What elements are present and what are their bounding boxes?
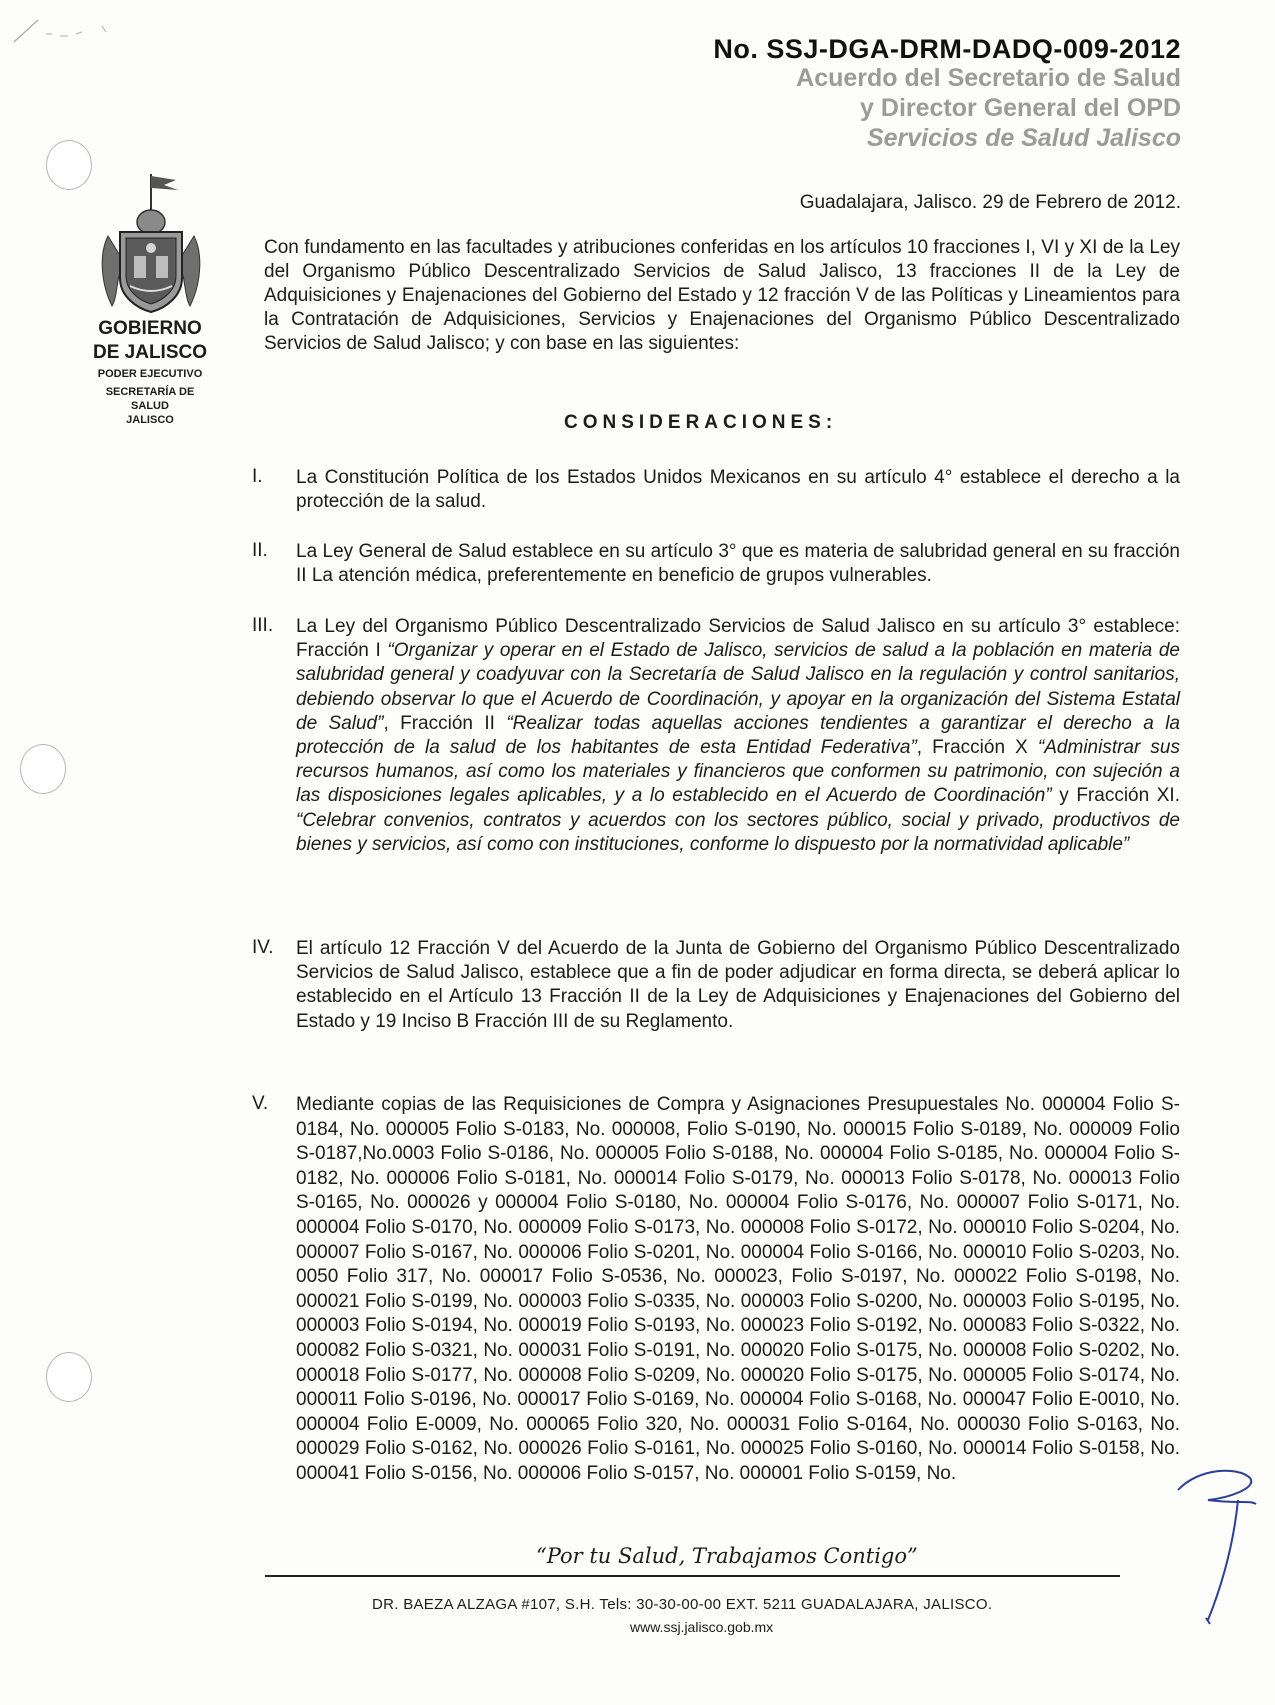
binder-hole-top [46,140,92,190]
item-number: II. [252,540,268,561]
item-text: La Ley General de Salud establece en su artículo 3° que es materia de salubridad general en su fracción II La atención médica, preferentemente en beneficio de grupos vulnerables. [296,541,1180,587]
document-number: No. SSJ-DGA-DRM-DADQ-009-2012 [713,34,1181,64]
item-text: La Constitución Política de los Estados Unidos Mexicanos en su artículo 4° establece el derecho a la protección de la salud. [296,467,1180,513]
item-text-part: y Fracción XI. [1051,785,1180,807]
item-number: III. [252,615,274,636]
consideration-item-2 [252,540,1180,590]
header-title-line2: y Director General del OPD [860,94,1181,122]
item-number: V. [252,1093,269,1114]
logo-text-jalisco: JALISCO [126,414,174,426]
item-text: Mediante copias de las Requisiciones de Compra y Asignaciones Presupuestales No. 000004 Folio S-0184, No. 000005 Folio S-0183, No. 000008, Folio S-0190, No. 000015 Folio S-0189, No. 000009 Folio S-0187,No.0003 Folio S-0186, No. 000005 Folio S-0188, No. 000004 Folio S-0185, No. 000004 Folio S-0182, No. 000006 Folio S-0181, No. 000014 Folio S-0179, No. 000013 Folio S-0178, No. 000013 Folio S-0165, No. 000026 y 000004 Folio S-0180, No. 000004 Folio S-0176, No. 000007 Folio S-0171, No. 000004 Folio S-0170, No. 000009 Folio S-0173, No. 000008 Folio S-0172, No. 000010 Folio S-0204, No. 000007 Folio S-0167, No. 000006 Folio S-0201, No. 000004 Folio S-0166, No. 000010 Folio S-0203, No. 0050 Folio 317, No. 000017 Folio S-0536, No. 000023, Folio S-0197, No. 000022 Folio S-0198, No. 000021 Folio S-0199, No. 000003 Folio S-0335, No. 000003 Folio S-0200, No. 000003 Folio S-0195, No. 000003 Folio S-0194, No. 000019 Folio S-0193, No. 000023 Folio S-0192, No. 000083 Folio S-0322, No. 000082 Folio S-0321, No. 000031 Folio S-0191, No. 000020 Folio S-0175, No. 000008 Folio S-0202, No. 000018 Folio S-0177, No. 000008 Folio S-0209, No. 000020 Folio S-0175, No. 000005 Folio S-0174, No. 000011 Folio S-0196, No. 000017 Folio S-0169, No. 000004 Folio S-0168, No. 000047 Folio E-0010, No. 000004 Folio E-0009, No. 000065 Folio 320, No. 000031 Folio S-0164, No. 000030 Folio S-0163, No. 000029 Folio S-0162, No. 000026 Folio S-0161, No. 000025 Folio S-0160, No. 000014 Folio S-0158, No. 000041 Folio S-0156, No. 000006 Folio S-0157, No. 000001 Folio S-0159, No. [296,1094,1180,1484]
footer-motto: “Por tu Salud, Trabajamos Contigo” [536,1544,918,1568]
item-text-part: , Fracción II [383,712,507,734]
footer-divider [265,1575,1120,1577]
considerations-heading: CONSIDERACIONES: [564,412,838,433]
item-number: IV. [252,937,274,958]
item-text-part: , Fracción X [916,737,1038,759]
document-date: Guadalajara, Jalisco. 29 de Febrero de 2012. [799,192,1181,213]
item-text-part: La Ley del Organismo Público Descentralizado Servicios de Salud Jalisco en su artículo 3° establece: Fracción I [296,616,1180,662]
footer-website: www.ssj.jalisco.gob.mx [630,1619,774,1635]
handwritten-initial-signature [1168,1460,1268,1630]
consideration-item-3 [252,615,1180,905]
footer-address: DR. BAEZA ALZAGA #107, S.H. Tels: 30-30-00-00 EXT. 5211 GUADALAJARA, JALISCO. [372,1596,993,1613]
logo-text-secretaria: SECRETARÍA DE [105,386,195,398]
jalisco-coat-of-arms-logo [94,166,208,316]
consideration-item-4 [252,937,1180,1067]
header-title-line1: Acuerdo del Secretario de Salud [796,64,1181,92]
item-text [296,615,1180,857]
binder-hole-bottom [46,1352,92,1402]
item-number: I. [252,466,263,487]
logo-text-poder-ejecutivo: PODER EJECUTIVO [97,368,203,380]
quoted-fraction-ii: “Realizar todas aquellas acciones tendientes a garantizar el derecho a la protección de la salud de los habitantes de esta Entidad Federativa” [296,712,1180,759]
quoted-fraction-xi: “Celebrar convenios, contratos y acuerdos con los sectores público, social y privado, productivos de bienes y servicios, así como con instituciones, conforme lo dispuesto por la normatividad aplicable” [296,809,1180,855]
scan-mark [10,12,120,52]
logo-text-gobierno: GOBIERNO [98,318,202,339]
quoted-fraction-x: “Administrar sus recursos humanos, así como los materiales y financieros que conformen su patrimonio, con sujeción a las disposiciones legales aplicables, y a lo establecido en el Acuerdo de Coordinación” [296,737,1181,807]
header-title-line3: Servicios de Salud Jalisco [866,124,1181,152]
logo-text-de-jalisco: DE JALISCO [92,342,208,363]
item-text: El artículo 12 Fracción V del Acuerdo de la Junta de Gobierno del Organismo Público Descentralizado Servicios de Salud Jalisco, establece que a fin de poder adjudicar en forma directa, se deberá aplicar lo establecido en el Artículo 13 Fracción II de la Ley de Adquisiciones y Enajenaciones del Gobierno del Estado y 19 Inciso B Fracción III de su Reglamento. [296,938,1180,1032]
quoted-fraction-i: “Organizar y operar en el Estado de Jalisco, servicios de salud a la población en materia de salubridad general y coadyuvar con la Secretaría de Salud Jalisco en la regulación y control sanitarios, debiendo observar lo que el Acuerdo de Coordinación, y apoyar en la organización del Sistema Estatal de Salud” [296,640,1180,734]
consideration-item-5 [252,1093,1180,1533]
logo-text-salud: SALUD [131,400,169,412]
intro-paragraph: Con fundamento en las facultades y atribuciones conferidas en los artículos 10 fracciones I, VI y XI de la Ley del Organismo Público Descentralizado Servicios de Salud Jalisco, 13 fracciones II de la Ley de Adquisiciones y Enajenaciones del Gobierno del Estado y 12 fracción V de las Políticas y Lineamientos para la Contratación de Adquisiciones, Servicios y Enajenaciones del Organismo Público Descentralizado Servicios de Salud Jalisco; y con base en las siguientes: [264,237,1180,354]
consideration-item-1 [252,466,1180,516]
binder-hole-middle [20,744,66,794]
